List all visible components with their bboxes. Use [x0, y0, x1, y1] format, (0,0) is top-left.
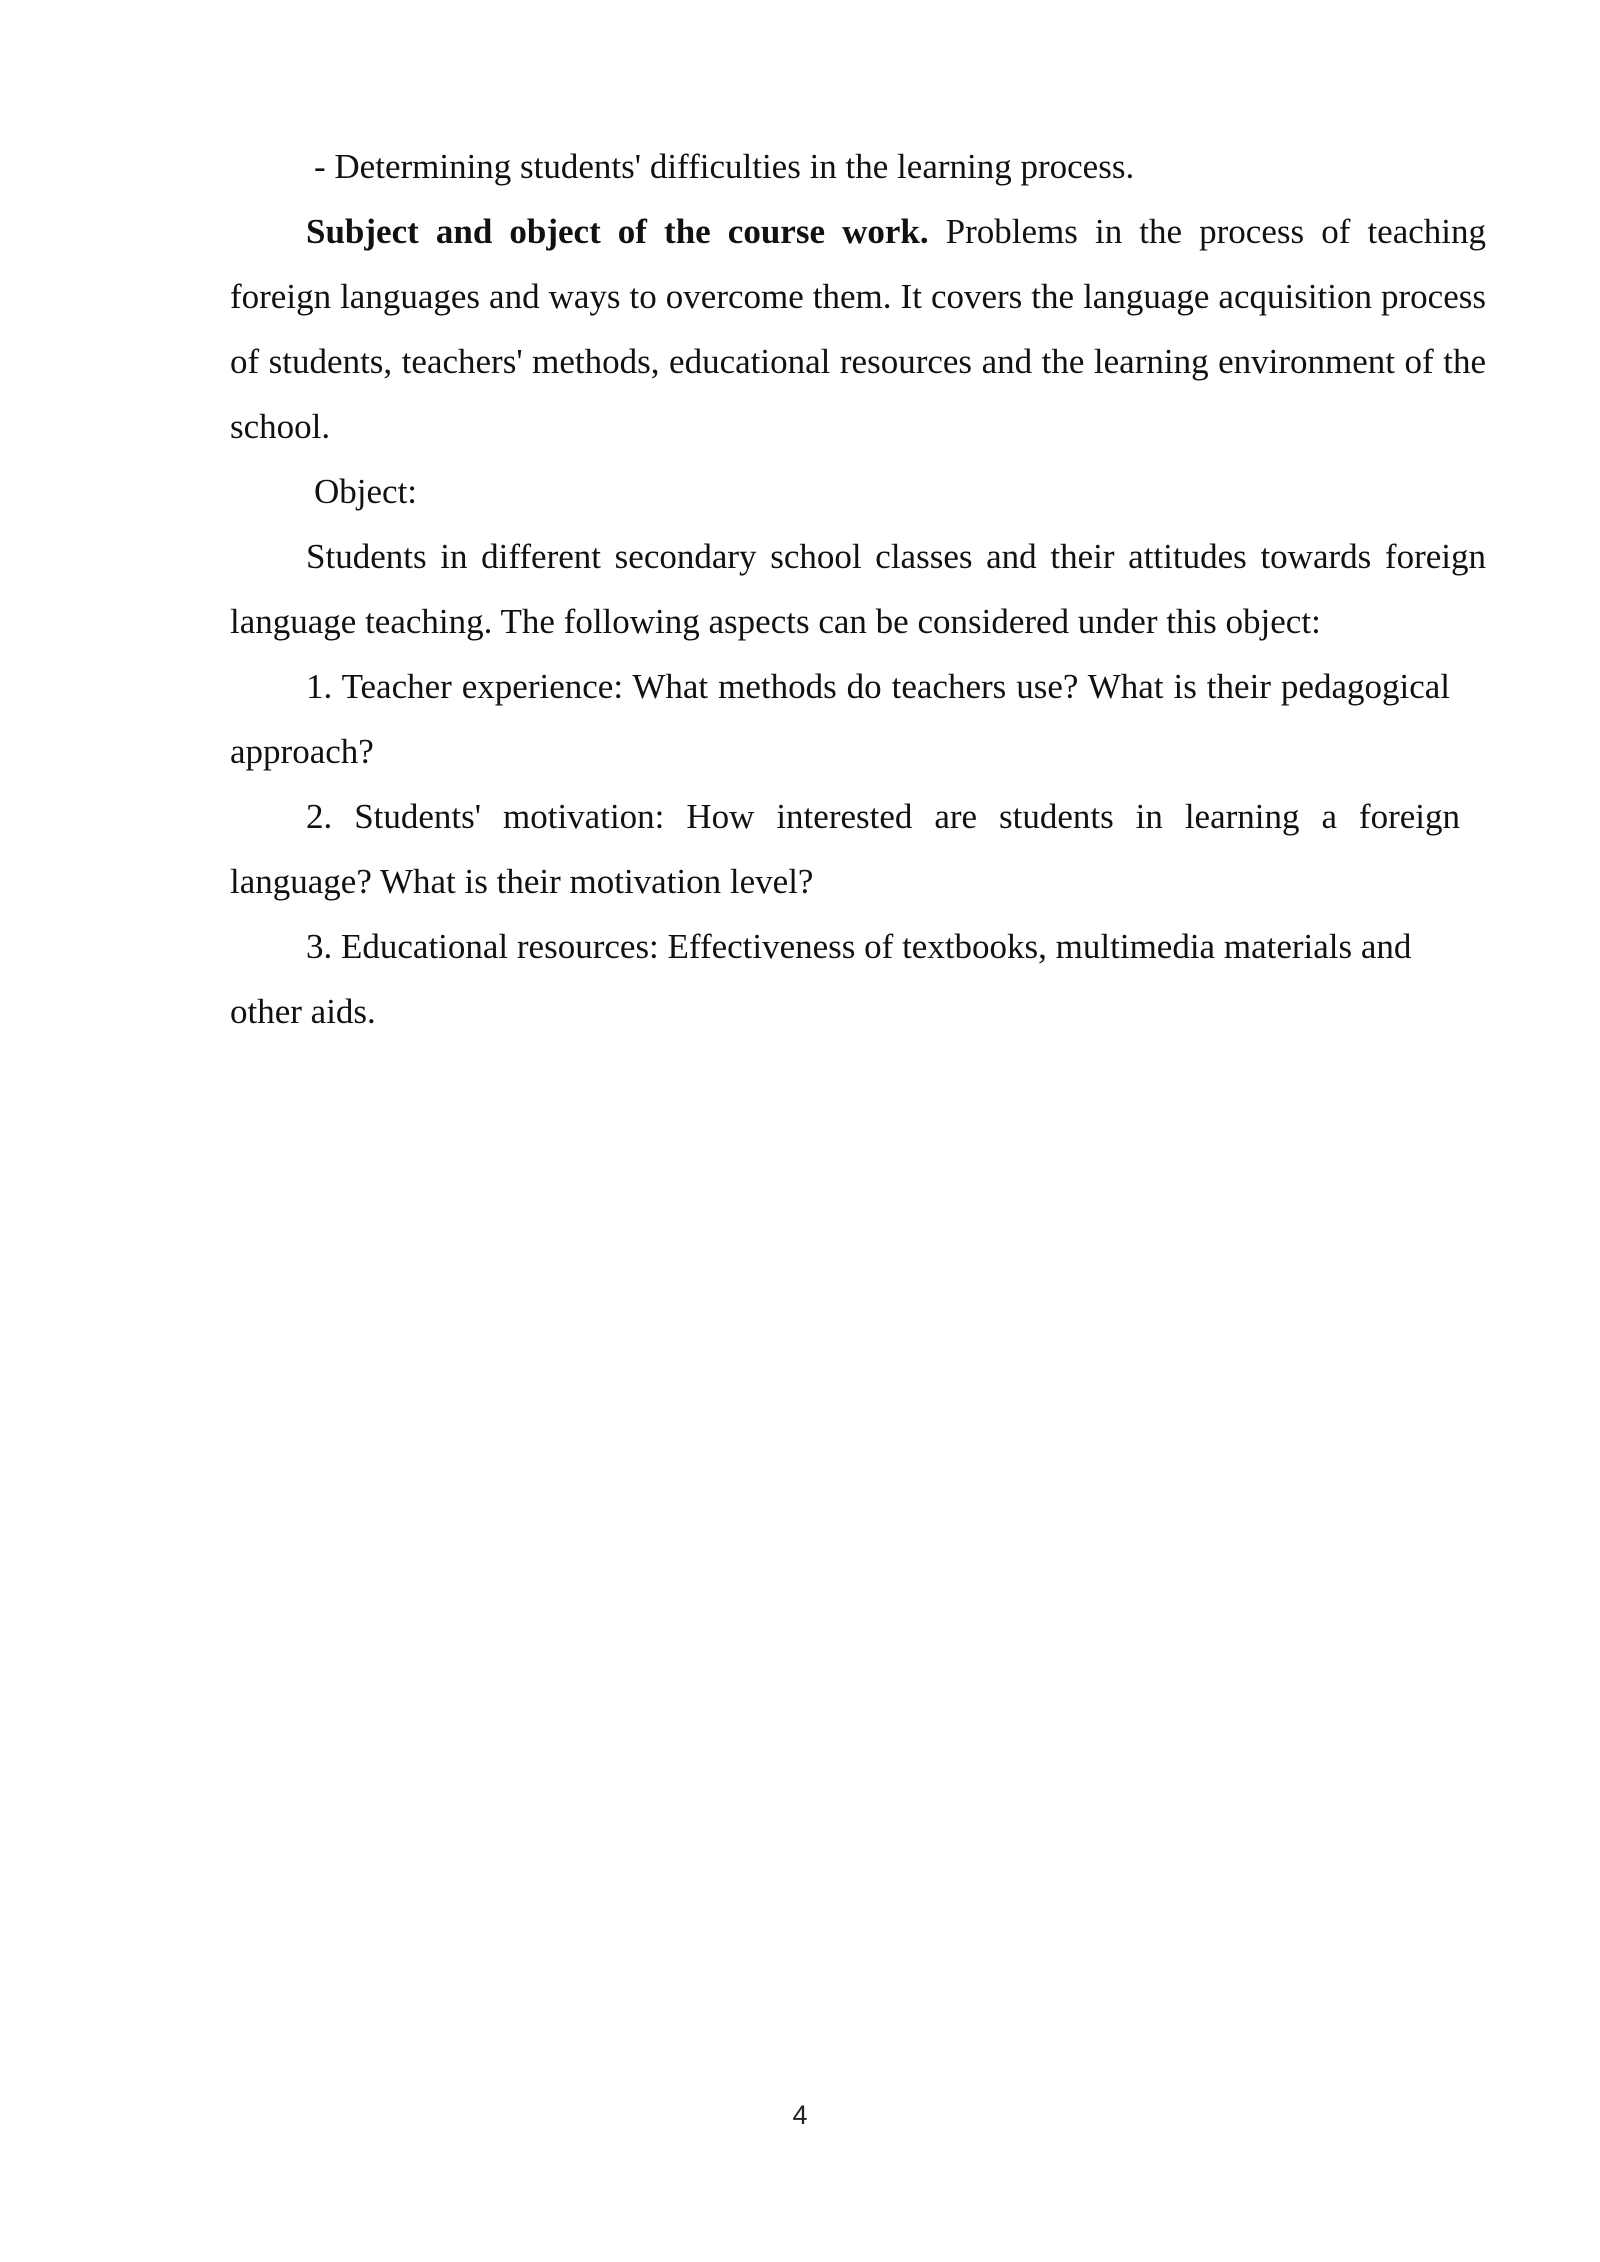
page-number: 4: [792, 2100, 808, 2130]
paragraph-difficulties: - Determining students' difficulties in the learning process.: [314, 147, 1135, 186]
list-item-educational-resources: 3. Educational resources: Effectiveness of textbooks, multimedia materials and other aids.: [230, 927, 1412, 1031]
page-content: [230, 134, 1486, 1044]
paragraph-object: Students in different secondary school classes and their attitudes towards foreign language teaching. The following aspects can be considered under this object:: [230, 537, 1486, 641]
subject-heading: Subject and object of the course work.: [306, 212, 929, 251]
object-label: Object:: [314, 472, 418, 511]
subject-text: Problems in the process of teaching foreign languages and ways to overcome them. It covers the language acquisition process of students, teachers' methods, educational resources and the learning environment of the school.: [230, 212, 1486, 446]
list-item-student-motivation: 2. Students' motivation: How interested are students in learning a foreign language? What is their motivation level?: [230, 797, 1460, 901]
paragraph-subject: [230, 199, 1486, 459]
list-item-teacher-experience: 1. Teacher experience: What methods do teachers use? What is their pedagogical approach?: [230, 667, 1450, 771]
